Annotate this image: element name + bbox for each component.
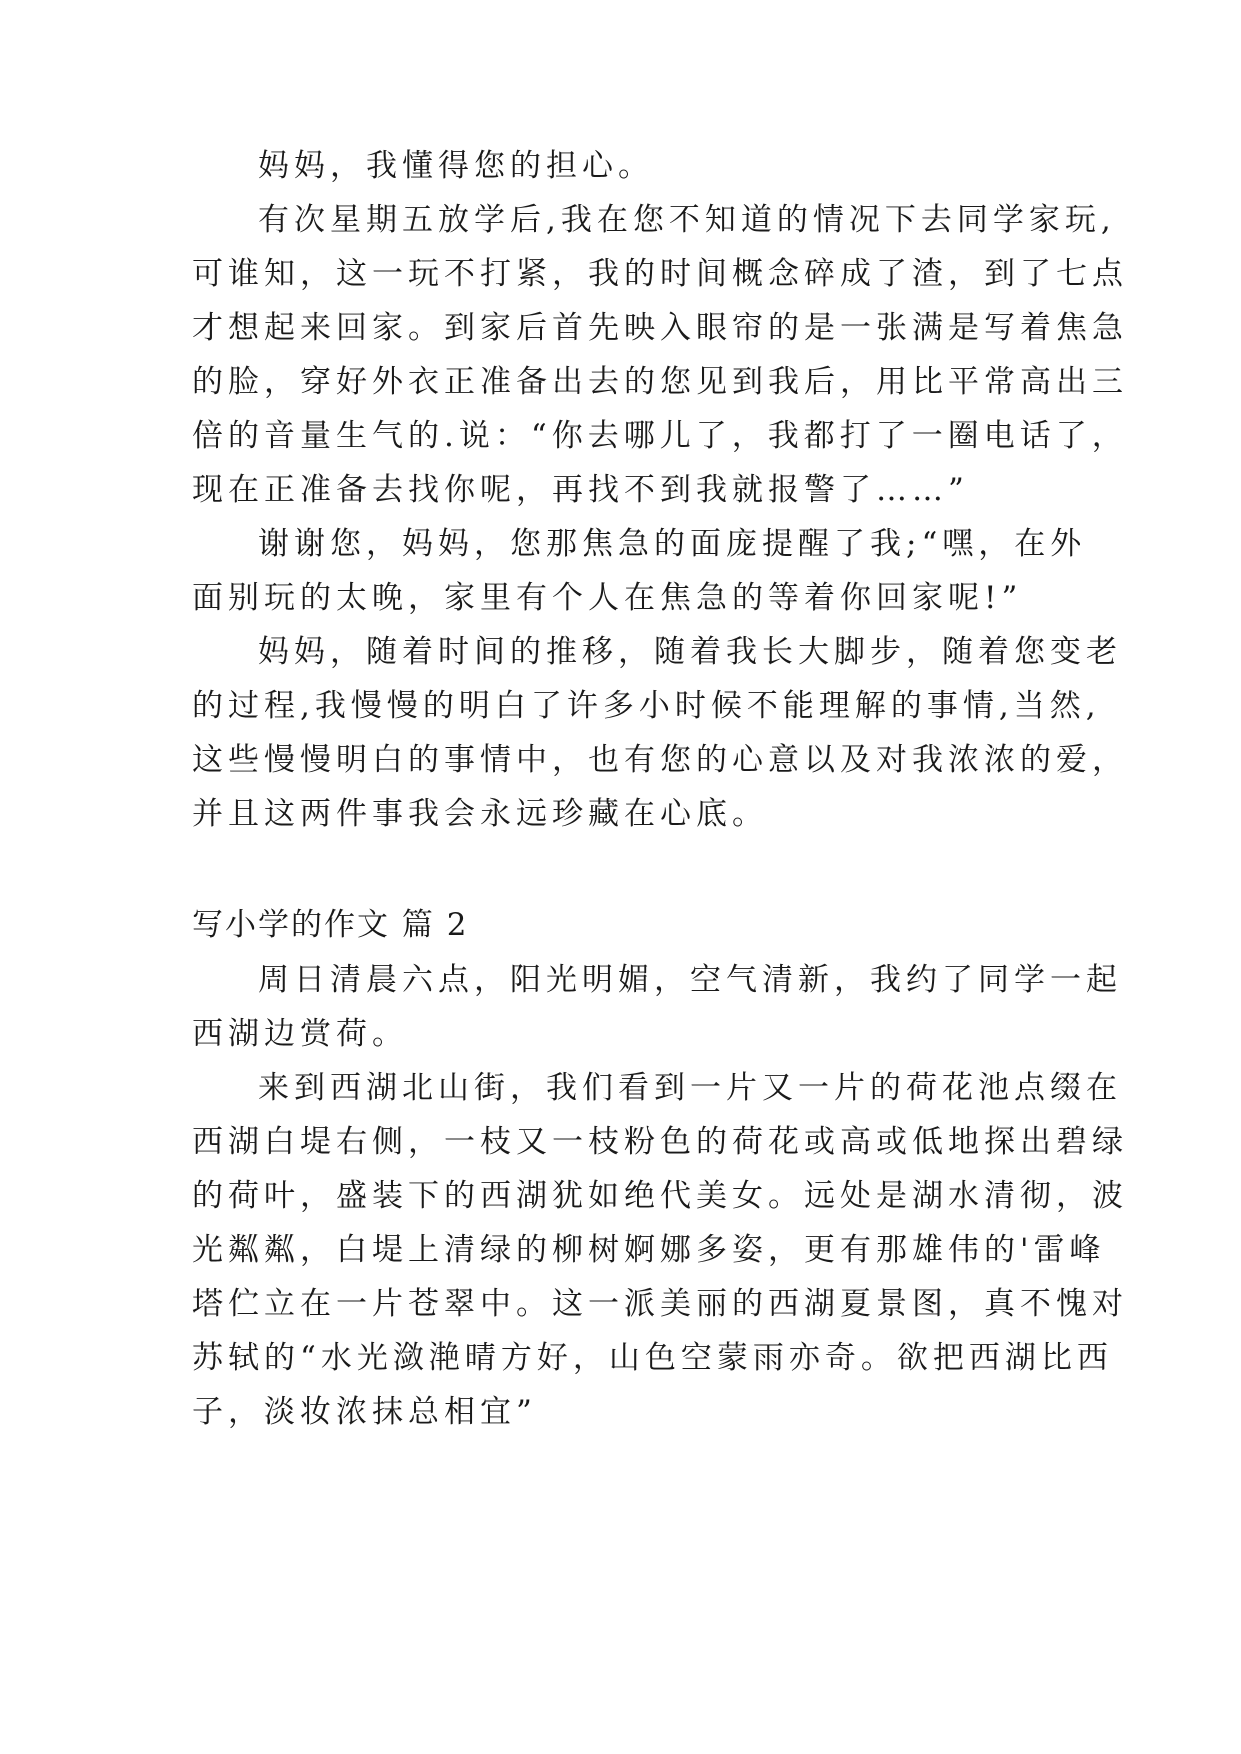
text-line: 可谁知，这一玩不打紧，我的时间概念碎成了渣，到了七点 [192, 256, 1128, 292]
text-line: 并且这两件事我会永远珍藏在心底。 [192, 796, 768, 832]
text-line: 妈妈，我懂得您的担心。 [258, 148, 654, 184]
text-line: 子，淡妆浓抹总相宜” [192, 1394, 537, 1430]
text-line: 面别玩的太晚，家里有个人在焦急的等着你回家呢!” [192, 580, 1023, 616]
text-line: 才想起来回家。到家后首先映入眼帘的是一张满是写着焦急 [192, 310, 1128, 346]
section-heading: 写小学的作文 篇 2 [192, 907, 469, 943]
text-line: 倍的音量生气的.说：“你去哪儿了，我都打了一圈电话了， [192, 418, 1128, 454]
text-line: 的荷叶，盛装下的西湖犹如绝代美女。远处是湖水清彻，波 [192, 1178, 1128, 1214]
text-line: 西湖边赏荷。 [192, 1016, 408, 1052]
text-line: 现在正准备去找你呢，再找不到我就报警了……” [192, 472, 969, 508]
text-line: 这些慢慢明白的事情中，也有您的心意以及对我浓浓的爱， [192, 742, 1128, 778]
text-line: 苏轼的“水光潋滟晴方好，山色空蒙雨亦奇。欲把西湖比西 [192, 1340, 1113, 1376]
text-line: 谢谢您，妈妈，您那焦急的面庞提醒了我;“嘿，在外 [258, 526, 1087, 562]
text-line: 塔伫立在一片苍翠中。这一派美丽的西湖夏景图，真不愧对 [192, 1286, 1128, 1322]
text-line: 的脸，穿好外衣正准备出去的您见到我后，用比平常高出三 [192, 364, 1128, 400]
text-line: 来到西湖北山街，我们看到一片又一片的荷花池点缀在 [258, 1070, 1122, 1106]
text-line: 妈妈，随着时间的推移，随着我长大脚步，随着您变老 [258, 634, 1122, 670]
text-line: 的过程,我慢慢的明白了许多小时候不能理解的事情,当然, [192, 688, 1101, 724]
text-line: 光粼粼，白堤上清绿的柳树婀娜多姿，更有那雄伟的'雷峰 [192, 1232, 1106, 1268]
text-line: 周日清晨六点，阳光明媚，空气清新，我约了同学一起 [258, 962, 1122, 998]
text-line: 西湖白堤右侧，一枝又一枝粉色的荷花或高或低地探出碧绿 [192, 1124, 1128, 1160]
text-line: 有次星期五放学后,我在您不知道的情况下去同学家玩, [258, 202, 1116, 238]
